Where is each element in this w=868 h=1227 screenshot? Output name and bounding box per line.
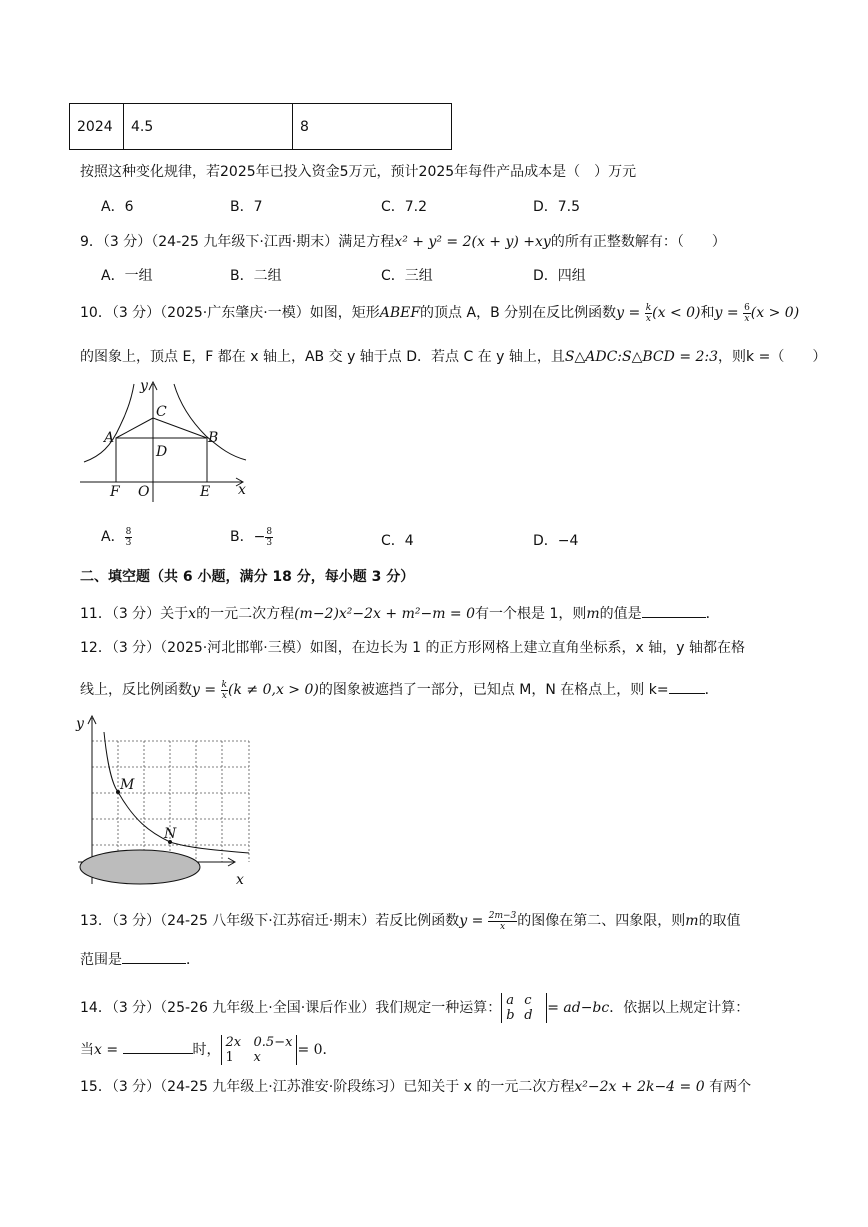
q12-line2 [80, 679, 719, 701]
q11-question [80, 603, 720, 623]
q10-option-c: C．4 [381, 533, 414, 549]
q10-label-b: B [208, 430, 219, 446]
q10-label-x: x [238, 482, 246, 498]
q14-line2-prefix: 当 [80, 1042, 94, 1058]
q13-f: y = [459, 913, 488, 929]
q12-label-x: x [236, 872, 244, 888]
q10-line2 [80, 346, 826, 366]
q10-option-b-prefix: B．− [230, 529, 266, 545]
q14-line2-suffix: = 0． [297, 1042, 337, 1058]
q10-line2-suffix: ，则k =（ ） [718, 349, 827, 365]
q10-f2: y = [714, 305, 744, 321]
q14-suffix: ．依据以上规定计算： [609, 1000, 750, 1016]
q12-f-den: x [221, 690, 227, 701]
q11-equation: (m−2)x²−2x + m²−m = 0 [294, 606, 476, 622]
q14-def: = ad−bc [547, 1000, 610, 1016]
q11-m: m [586, 606, 600, 622]
q14-prefix: 14．（3 分）（25-26 九年级上·全国·课后作业）我们规定一种运算： [80, 1000, 502, 1016]
q13-f-num: 2m−3 [488, 910, 517, 921]
q13-f-frac [488, 911, 518, 932]
q10-line2-prefix: 的图象上，顶点 E，F 都在 x 轴上，AB 交 y 轴于点 D．若点 C 在 y 轴上，且 [80, 349, 565, 365]
q13-line2 [80, 949, 200, 969]
q10-f2-den: x [744, 313, 750, 324]
q9-suffix: 的所有正整数解有：（ ） [550, 234, 726, 250]
q14-det1-b: b [506, 1008, 515, 1023]
q10-option-a-frac [125, 527, 133, 548]
q13-answer-blank [122, 949, 186, 964]
q10-label-y: y [140, 378, 148, 394]
q14-det1-a: a [506, 993, 514, 1008]
q11-x: x [188, 606, 197, 622]
q10-label-e: E [200, 484, 211, 500]
q14-determinant-def [501, 993, 547, 1023]
q10-option-d: D．−4 [533, 533, 579, 549]
q12-end: ． [704, 682, 719, 698]
table-cell-year: 2024 [70, 104, 124, 150]
q15-suffix: 有两个 [704, 1079, 752, 1095]
table-cell-2: 4.5 [124, 104, 293, 150]
q14-determinant-calc [221, 1035, 298, 1065]
q13-f-den: x [499, 921, 506, 932]
q13-line1 [80, 910, 741, 932]
q9-option-b: B．二组 [230, 268, 282, 284]
q12-f-num: k [221, 679, 228, 690]
q13-end: ． [186, 952, 200, 968]
q10-segment-ac [116, 418, 153, 438]
q13-suffix: 的图像在第二、四象限，则 [517, 913, 686, 929]
q10-prefix: 10．（3 分）（2025·广东肇庆·一模）如图，矩形 [80, 305, 380, 321]
q14-line2-mid: 时， [192, 1042, 221, 1058]
q9-option-a: A．一组 [101, 268, 153, 284]
table-cell-3: 8 [293, 104, 452, 150]
q10-option-b-den: 3 [266, 537, 273, 548]
q10-option-b [230, 526, 273, 548]
q8-option-b: B．7 [230, 199, 263, 215]
q9-question [80, 231, 726, 251]
q10-label-a: A [104, 430, 115, 446]
q10-line1 [80, 302, 799, 324]
q10-ratio: S△ADC:S△BCD = 2:3 [564, 349, 719, 365]
q15-equation: x²−2x + 2k−4 = 0 [574, 1079, 705, 1095]
q12-label-n: N [164, 826, 177, 842]
q9-option-d: D．四组 [533, 268, 586, 284]
q10-option-b-frac [265, 527, 273, 548]
q10-rect: ABEF [379, 305, 421, 321]
q10-label-c: C [156, 404, 167, 420]
q14-det1-d: d [524, 1008, 533, 1023]
q15-line1 [80, 1076, 751, 1096]
q9-equation: x² + y² = 2(x + y) +xy [394, 234, 551, 250]
q11-mid2: 有一个根是 1，则 [475, 606, 587, 622]
q10-label-f: F [110, 484, 120, 500]
q12-line2-prefix: 线上，反比例函数 [80, 682, 192, 698]
q12-cover-ellipse [80, 850, 200, 884]
q14-det2-b: 1 [225, 1050, 234, 1065]
q10-label-o: O [138, 484, 150, 500]
q14-det1-c: c [524, 993, 532, 1008]
q13-suffix2: 的取值 [698, 913, 741, 929]
q10-curve-left [84, 384, 134, 462]
q13-m: m [685, 913, 699, 929]
q13-prefix: 13．（3 分）（24-25 八年级下·江苏宿迁·期末）若反比例函数 [80, 913, 460, 929]
q11-prefix: 11．（3 分）关于 [80, 606, 189, 622]
table-row [70, 104, 452, 150]
q10-f2-frac [743, 303, 751, 324]
q14-x-eq: x = [94, 1042, 123, 1058]
q14-det2-d: x [253, 1050, 261, 1065]
q11-suffix: 的值是 [599, 606, 642, 622]
q12-label-y: y [76, 716, 84, 732]
q10-option-a-num: 8 [125, 526, 132, 537]
q9-option-c: C．三组 [381, 268, 433, 284]
q12-f: y = [192, 682, 221, 698]
q10-option-a-prefix: A． [101, 529, 125, 545]
q14-answer-blank [123, 1039, 193, 1054]
q12-answer-blank [669, 679, 705, 694]
q12-line1: 12．（3 分）（2025·河北邯郸·三模）如图，在边长为 1 的正方形网格上建立直角坐标系，x 轴，y 轴都在格 [80, 640, 745, 656]
section-title: 二、填空题（共 6 小题，满分 18 分，每小题 3 分） [80, 569, 415, 585]
q10-option-a-den: 3 [125, 537, 132, 548]
q12-f-frac [221, 680, 228, 701]
q14-line2 [80, 1035, 337, 1065]
q8-option-c: C．7.2 [381, 199, 428, 215]
q8-option-d: D．7.5 [533, 199, 581, 215]
q10-f1-cond: (x < 0) [652, 305, 701, 321]
q10-mid: 的顶点 A，B 分别在反比例函数 [420, 305, 617, 321]
q10-f2-num: 6 [744, 302, 750, 313]
q13-line2-text: 范围是 [80, 952, 122, 968]
q9-prefix: 9．（3 分）（24-25 九年级下·江西·期末）满足方程 [80, 234, 395, 250]
q14-det2-c: 0.5−x [253, 1035, 293, 1050]
q10-f1-den: x [645, 313, 651, 324]
q11-answer-blank [642, 603, 706, 618]
q11-end: ． [705, 606, 720, 622]
q10-and: 和 [700, 305, 715, 321]
q10-figure [76, 376, 256, 506]
q14-line1 [80, 993, 749, 1023]
q12-line2-suffix: 的图象被遮挡了一部分，已知点 M，N 在格点上，则 k= [318, 682, 669, 698]
q11-mid: 的一元二次方程 [196, 606, 295, 622]
q12-label-m: M [120, 777, 135, 793]
q15-prefix: 15．（3 分）（24-25 九年级上·江苏淮安·阶段练习）已知关于 x 的一元二次方程 [80, 1079, 575, 1095]
q10-option-b-num: 8 [266, 526, 273, 537]
q12-figure [74, 712, 252, 890]
q8-option-a: A．6 [101, 199, 134, 215]
q10-f2-cond: (x > 0) [750, 305, 800, 321]
q12-f-cond: (k ≠ 0,x > 0) [228, 682, 319, 698]
q10-curve-right [174, 384, 246, 460]
q10-f1: y = [616, 305, 645, 321]
q14-det2-a: 2x [225, 1035, 242, 1050]
q10-f1-num: k [645, 302, 652, 313]
q8-text: 按照这种变化规律，若2025年已投入资金5万元，预计2025年每件产品成本是（ ）万元 [80, 164, 637, 180]
q10-option-a [101, 526, 132, 548]
q10-label-d: D [156, 444, 168, 460]
data-table [69, 103, 452, 150]
